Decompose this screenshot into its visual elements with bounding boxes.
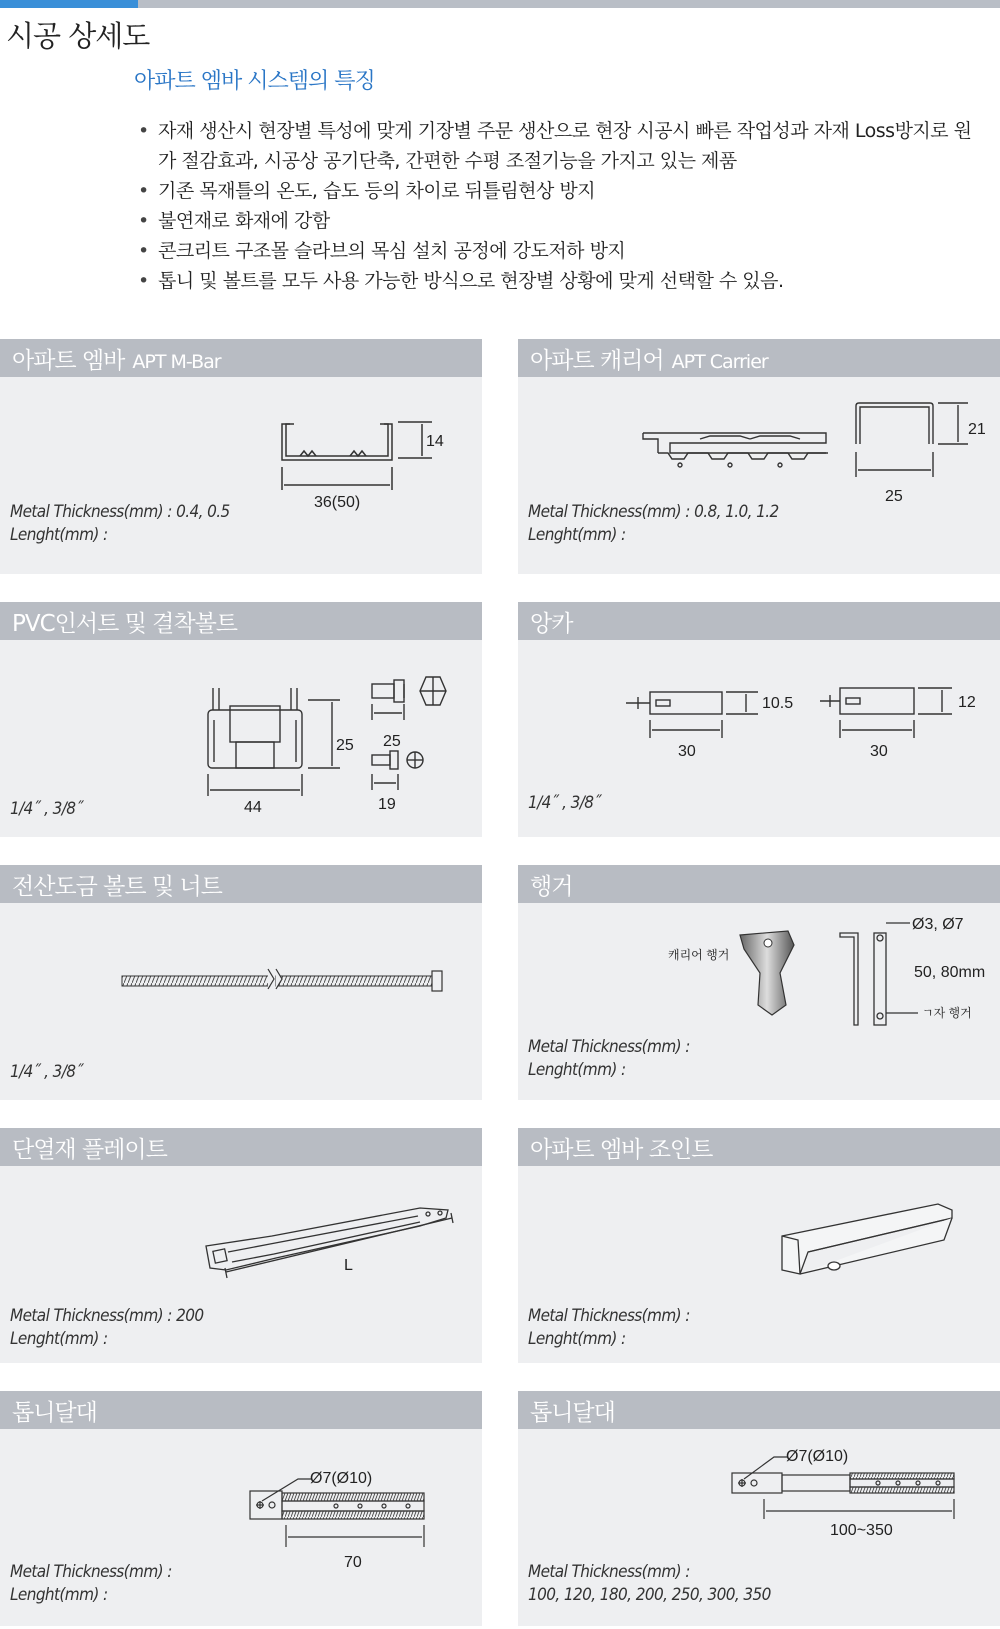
pvc-height-label: 25 [336, 737, 354, 754]
spec-text: Metal Thickness(mm) : 100, 120, 180, 200, 250, 300, 350 [528, 1562, 771, 1605]
card-joint [518, 1128, 1000, 1363]
card-tooth-hanger-short [0, 1391, 482, 1626]
tooth1-dia-label: Ø7(Ø10) [310, 1470, 373, 1487]
carrier-height-label: 21 [968, 421, 986, 438]
card-plate [0, 1128, 482, 1363]
page-title: 시공 상세도 [6, 19, 150, 53]
card-header [0, 1128, 482, 1166]
card-tooth-hanger-long [518, 1391, 1000, 1626]
tooth1-length-label: 70 [344, 1554, 362, 1571]
card-header [518, 602, 1000, 640]
card-title: 앙카 [530, 611, 573, 637]
spec-text: Metal Thickness(mm) : Lenght(mm) : [10, 1562, 172, 1605]
section-subtitle: 아파트 엠바 시스템의 특징 [134, 69, 375, 94]
spec-text: Metal Thickness(mm) : Lenght(mm) : [528, 1306, 690, 1349]
card-title: 톱니달대 [12, 1400, 97, 1426]
card-title: 아파트 엠바 조인트 [530, 1137, 713, 1163]
feature-item: • 기존 목재틀의 온도, 습도 등의 차이로 뒤틀림현상 방지 [138, 176, 988, 206]
card-carrier [518, 339, 1000, 574]
mbar-width-label: 36(50) [314, 494, 361, 511]
hanger-dia-label: Ø3, Ø7 [912, 916, 964, 933]
hanger-len-label: 50, 80mm [914, 964, 986, 981]
spec-text: Metal Thickness(mm) : 0.4, 0.5 Lenght(mm) : [10, 502, 230, 545]
l-hanger-label: ㄱ자 행거 [922, 1006, 972, 1020]
top-bar-accent [0, 0, 138, 8]
carrier-width-label: 25 [885, 488, 903, 505]
card-title: 아파트 캐리어 APT Carrier [530, 348, 768, 374]
card-header [518, 1128, 1000, 1166]
card-title: 행거 [530, 874, 573, 900]
card-title: 아파트 엠바 APT M-Bar [12, 348, 221, 374]
anchor2-height-label: 12 [958, 694, 976, 711]
feature-item: • 톱니 및 볼트를 모두 사용 가능한 방식으로 현장별 상황에 맞게 선택할 수 있음. [138, 266, 988, 296]
card-header [0, 865, 482, 903]
spec-text: Metal Thickness(mm) : 0.8, 1.0, 1.2 Lenght(mm) : [528, 502, 779, 545]
card-title: 톱니달대 [530, 1400, 615, 1426]
card-header [0, 339, 482, 377]
top-bar [0, 0, 1000, 8]
feature-list [138, 116, 988, 296]
card-anchor [518, 602, 1000, 837]
anchor2-width-label: 30 [870, 743, 888, 760]
card-hanger [518, 865, 1000, 1100]
feature-item: • 불연재로 화재에 강함 [138, 206, 988, 236]
spec-text: 1/4˝ , 3/8˝ [10, 1062, 83, 1082]
feature-item: • 콘크리트 구조몰 슬라브의 목심 설치 공정에 강도저하 방지 [138, 236, 988, 266]
spec-text: Metal Thickness(mm) : 200 Lenght(mm) : [10, 1306, 204, 1349]
bolt-b-label: 19 [378, 796, 396, 813]
card-header [518, 865, 1000, 903]
card-title: 단열재 플레이트 [12, 1137, 167, 1163]
card-title: PVC인서트 및 결착볼트 [12, 611, 238, 637]
card-bolt [0, 865, 482, 1100]
plate-length-label: L [344, 1257, 353, 1274]
card-mbar [0, 339, 482, 574]
anchor1-width-label: 30 [678, 743, 696, 760]
spec-text: Metal Thickness(mm) : Lenght(mm) : [528, 1037, 690, 1080]
card-header [0, 602, 482, 640]
card-header [518, 339, 1000, 377]
card-title: 전산도금 볼트 및 너트 [12, 874, 222, 900]
bolt-a-label: 25 [383, 733, 401, 750]
card-header [518, 1391, 1000, 1429]
spec-text: 1/4˝ , 3/8˝ [528, 793, 601, 813]
tooth2-dia-label: Ø7(Ø10) [786, 1448, 849, 1465]
card-header [0, 1391, 482, 1429]
mbar-height-label: 14 [426, 433, 444, 450]
pvc-width-label: 44 [244, 799, 262, 816]
carrier-hanger-label: 캐리어 행거 [668, 948, 730, 962]
spec-text: 1/4˝ , 3/8˝ [10, 799, 83, 819]
feature-item: • 자재 생산시 현장별 특성에 맞게 기장별 주문 생산으로 현장 시공시 빠른 작업성과 자재 Loss방지로 원가 절감효과, 시공상 공기단축, 간편한 수평 조절기능을 가지고 있는 제품 [138, 116, 988, 176]
card-pvc-insert [0, 602, 482, 837]
tooth2-length-label: 100~350 [830, 1522, 893, 1539]
anchor1-height-label: 10.5 [762, 695, 794, 712]
